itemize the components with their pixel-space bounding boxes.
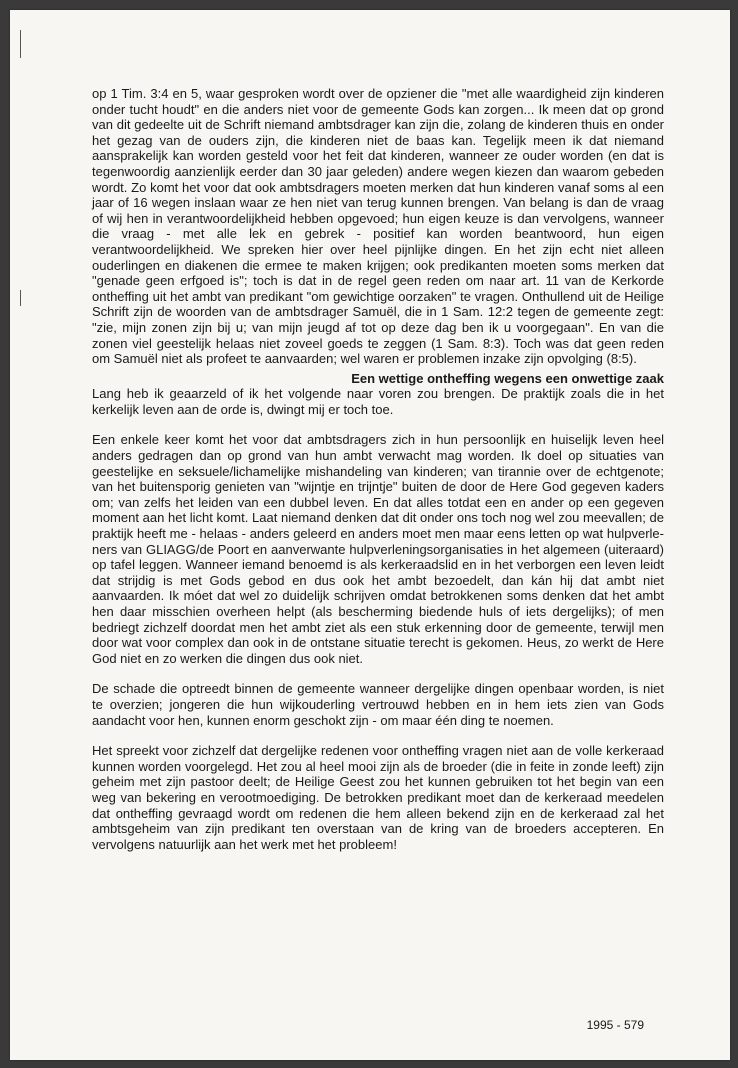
- document-body: [92, 86, 664, 852]
- paragraph: Een enkele keer komt het voor dat ambtsdragers zich in hun persoonlijk en huiselijk leven heel anders gedragen dan op grond van hun ambt verwacht mag worden. Ik doel op situaties van geestelijke en seksuele/lichamelijke mishandeling van kinderen; van tirannie over de echtgenote; van het buitensporig genieten van "wijntje en trijntje" buiten de door de Here God gegeven kaders om; van zelfs het leiden van een dubbel leven. En dat alles totdat een en ander op een gegeven moment aan het licht komt. Laat niemand denken dat dit onder ons toch nog wel zou meevallen; de praktijk heeft me - helaas - anders geleerd en anders moet men maar eens letten op wat hulpverleners van GLIAGG/de Poort en aanverwante hulpverleningsorganisaties in het algemeen (uiteraard) op tafel leggen. Wanneer iemand benoemd is als kerkeraadslid en in het verborgen een leven leidt dat strijdig is met Gods gebod en dus ook het ambt bezoedelt, dan kán hij dat ambt niet aanvaarden. Ik móet dat wel zo duidelijk schrijven omdat betrokkenen soms denken dat het ambt hen daar misschien overheen helpt (als bescherming biedende huls of iets dergelijks); of men bedriegt zichzelf doordat men het ambt ziet als een stuk erkenning door de gemeente, terwijl men door wat voor complex dan ook in de ontstane situatie terecht is gekomen. Heus, zo werkt de Here God niet en zo werken die dingen dus ook niet.: [92, 432, 664, 666]
- paragraph: De schade die optreedt binnen de gemeente wanneer dergelijke dingen openbaar worden, is niet te overzien; jongeren die hun wijkouderling vertrouwd hebben en in hem iets zien van Gods aandacht voor hen, kunnen enorm geschokt zijn - om maar één ding te noemen.: [92, 681, 664, 728]
- margin-mark: [20, 290, 21, 306]
- paragraph: Lang heb ik geaarzeld of ik het volgende naar voren zou brengen. De praktijk zoals die in het kerkelijk leven aan de orde is, dwingt mij er toch toe.: [92, 386, 664, 417]
- document-page: [10, 10, 730, 1060]
- margin-mark: [20, 30, 21, 58]
- page-number: 1995 - 579: [586, 1018, 644, 1032]
- section-heading: Een wettige ontheffing wegens een onwettige zaak: [351, 370, 664, 386]
- paragraph: op 1 Tim. 3:4 en 5, waar gesproken wordt over de opziener die "met alle waardigheid zijn kinderen onder tucht houdt" en die anders niet voor de gemeente Gods kan zorgen... Ik meen dat op grond van dit gedeelte uit de Schrift niemand ambtsdrager kan zijn die, zolang de kinderen thuis en onder het gezag van de ouders zijn, die kinderen niet de baas kan. Tegelijk meen ik dat niemand aansprakelijk kan worden gesteld voor het feit dat kinderen, wanneer ze ouder worden (en dat is tegenwoordig aanzienlijk eerder dan 30 jaar geleden) andere wegen kiezen dan waarom gebeden wordt. Zo komt het voor dat ook ambtsdragers moeten merken dat hun kinderen vanaf soms al een jaar of 16 wegen inslaan waar ze hen niet van terug kunnen brengen. Van belang is dan de vraag of wij hen in verantwoordelijkheid hebben opgevoed; hun eigen keuze is dan vervolgens, wanneer die vraag - met alle lek en gebrek - positief kan worden beantwoord, hun eigen verantwoordelijkheid. We spreken hier over heel pijnlijke dingen. En het zijn echt niet alleen ouderlingen en diakenen die ermee te maken krijgen; ook predikanten moeten soms merken dat "genade geen erfgoed is"; toch is dat in de regel geen reden om naar art. 11 van de Kerkorde ontheffing uit het ambt van predikant "om gewichtige oorzaken" te vragen. Onthullend uit de Heilige Schrift zijn de woorden van de ambtsdrager Samuël, die in 1 Sam. 12:2 tegen de gemeente zegt: "zie, mijn zonen zijn bij u; van mijn jeugd af tot op deze dag ben ik u voorgegaan". En van die zonen viel geestelijk helaas niet zoveel goeds te zeggen (1 Sam. 8:3). Toch was dat geen reden om Samuël niet als profeet te aanvaarden; wel waren er problemen inzake zijn opvolging (8:5).: [92, 86, 664, 367]
- paragraph: Het spreekt voor zichzelf dat dergelijke redenen voor ontheffing vragen niet aan de volle kerkeraad kunnen worden voorgelegd. Het zou al heel mooi zijn als de broeder (die in feite in zonde leeft) zijn geheim met zijn pastoor deelt; de Heilige Geest zou het kunnen gebruiken tot het begin van een weg van bekering en verootmoediging. De betrokken predikant moet dan de kerkeraad meedelen dat ontheffing gevraagd wordt om redenen die hem alleen bekend zijn en de kerkeraad zal het ambtsgeheim van zijn predikant ten overstaan van de kring van de broeders accepteren. En vervolgens natuurlijk aan het werk met het probleem!: [92, 743, 664, 852]
